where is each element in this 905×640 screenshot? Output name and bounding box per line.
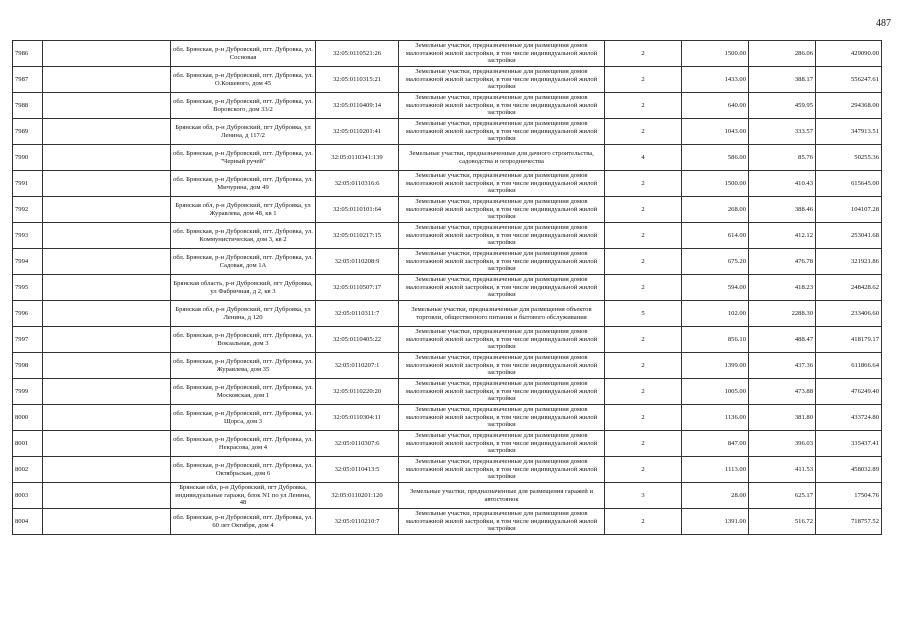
area-cell: 1399.00 bbox=[682, 353, 749, 379]
area-cell: 28.00 bbox=[682, 483, 749, 509]
cadastral-number-cell: 32:05:0110311:7 bbox=[316, 301, 399, 327]
blank-cell bbox=[43, 275, 171, 301]
use-group-cell: 4 bbox=[605, 145, 682, 171]
cadastral-value-cell: 611866.64 bbox=[816, 353, 882, 379]
address-cell: обл. Брянская, р-н Дубровский, пгт. Дубровка, ул. Воровского, дом 33/2 bbox=[171, 93, 316, 119]
table-body bbox=[13, 41, 882, 535]
specific-value-cell: 488.47 bbox=[749, 327, 816, 353]
land-use-cell: Земельные участки, предназначенные для размещения домов малоэтажной жилой застройки, в том числе индивидуальной жилой застройки bbox=[399, 405, 605, 431]
table-row bbox=[13, 171, 882, 197]
area-cell: 1043.00 bbox=[682, 119, 749, 145]
cadastral-number-cell: 32:05:0110315:21 bbox=[316, 67, 399, 93]
specific-value-cell: 625.17 bbox=[749, 483, 816, 509]
specific-value-cell: 388.46 bbox=[749, 197, 816, 223]
blank-cell bbox=[43, 145, 171, 171]
table-row bbox=[13, 457, 882, 483]
blank-cell bbox=[43, 353, 171, 379]
specific-value-cell: 437.36 bbox=[749, 353, 816, 379]
table-row bbox=[13, 301, 882, 327]
address-cell: Брянская обл, р-н Дубровский, пгт Дубровка, ул Ленина, д 117/2 bbox=[171, 119, 316, 145]
row-number-cell: 7989 bbox=[13, 119, 43, 145]
row-number-cell: 8002 bbox=[13, 457, 43, 483]
blank-cell bbox=[43, 301, 171, 327]
area-cell: 1433.00 bbox=[682, 67, 749, 93]
land-use-cell: Земельные участки, предназначенные для размещения домов малоэтажной жилой застройки, в том числе индивидуальной жилой застройки bbox=[399, 249, 605, 275]
address-cell: обл. Брянская, р-н Дубровский, пгт. Дубровка, ул. Московская, дом 1 bbox=[171, 379, 316, 405]
cadastral-value-cell: 248428.62 bbox=[816, 275, 882, 301]
area-cell: 856.10 bbox=[682, 327, 749, 353]
row-number-cell: 7999 bbox=[13, 379, 43, 405]
specific-value-cell: 85.76 bbox=[749, 145, 816, 171]
cadastral-value-cell: 556247.61 bbox=[816, 67, 882, 93]
address-cell: Брянская область, р-н Дубровский, пгт Дубровка, ул Фабричная, д 2, кв 3 bbox=[171, 275, 316, 301]
row-number-cell: 7992 bbox=[13, 197, 43, 223]
blank-cell bbox=[43, 457, 171, 483]
specific-value-cell: 286.06 bbox=[749, 41, 816, 67]
cadastral-value-cell: 476249.40 bbox=[816, 379, 882, 405]
address-cell: обл. Брянская, р-н Дубровский, пгт. Дубровка, ул. Сосновая bbox=[171, 41, 316, 67]
area-cell: 640.00 bbox=[682, 93, 749, 119]
address-cell: Брянская обл, р-н Дубровский, пгт Дубровка, ул Журавлева, дом 48, кв 1 bbox=[171, 197, 316, 223]
row-number-cell: 7987 bbox=[13, 67, 43, 93]
use-group-cell: 2 bbox=[605, 197, 682, 223]
specific-value-cell: 396.03 bbox=[749, 431, 816, 457]
area-cell: 268.00 bbox=[682, 197, 749, 223]
table-row bbox=[13, 223, 882, 249]
area-cell: 847.00 bbox=[682, 431, 749, 457]
cadastral-value-cell: 233406.60 bbox=[816, 301, 882, 327]
specific-value-cell: 411.53 bbox=[749, 457, 816, 483]
cadastral-number-cell: 32:05:0110413:5 bbox=[316, 457, 399, 483]
area-cell: 1136.00 bbox=[682, 405, 749, 431]
table-row bbox=[13, 145, 882, 171]
blank-cell bbox=[43, 327, 171, 353]
cadastral-value-cell: 347913.51 bbox=[816, 119, 882, 145]
cadastral-value-cell: 335437.41 bbox=[816, 431, 882, 457]
specific-value-cell: 476.78 bbox=[749, 249, 816, 275]
cadastral-value-cell: 104107.28 bbox=[816, 197, 882, 223]
table-row bbox=[13, 197, 882, 223]
blank-cell bbox=[43, 171, 171, 197]
cadastral-value-cell: 429090.00 bbox=[816, 41, 882, 67]
land-use-cell: Земельные участки, предназначенные для размещения домов малоэтажной жилой застройки, в том числе индивидуальной жилой застройки bbox=[399, 431, 605, 457]
row-number-cell: 7998 bbox=[13, 353, 43, 379]
use-group-cell: 2 bbox=[605, 353, 682, 379]
table-row bbox=[13, 379, 882, 405]
cadastral-number-cell: 32:05:0110521:26 bbox=[316, 41, 399, 67]
blank-cell bbox=[43, 119, 171, 145]
specific-value-cell: 412.12 bbox=[749, 223, 816, 249]
land-use-cell: Земельные участки, предназначенные для размещения домов малоэтажной жилой застройки, в том числе индивидуальной жилой застройки bbox=[399, 93, 605, 119]
cadastral-number-cell: 32:05:0110409:14 bbox=[316, 93, 399, 119]
cadastral-number-cell: 32:05:0110507:17 bbox=[316, 275, 399, 301]
cadastral-number-cell: 32:05:0110201:120 bbox=[316, 483, 399, 509]
blank-cell bbox=[43, 509, 171, 535]
blank-cell bbox=[43, 93, 171, 119]
land-use-cell: Земельные участки, предназначенные для дачного строительства, садоводства и огородничества bbox=[399, 145, 605, 171]
row-number-cell: 8003 bbox=[13, 483, 43, 509]
cadastral-number-cell: 32:05:0110341:139 bbox=[316, 145, 399, 171]
area-cell: 586.00 bbox=[682, 145, 749, 171]
cadastral-number-cell: 32:05:0110316:6 bbox=[316, 171, 399, 197]
table-row bbox=[13, 405, 882, 431]
cadastral-value-cell: 458032.89 bbox=[816, 457, 882, 483]
specific-value-cell: 418.23 bbox=[749, 275, 816, 301]
area-cell: 594.00 bbox=[682, 275, 749, 301]
blank-cell bbox=[43, 223, 171, 249]
use-group-cell: 2 bbox=[605, 327, 682, 353]
specific-value-cell: 516.72 bbox=[749, 509, 816, 535]
area-cell: 1500.00 bbox=[682, 41, 749, 67]
use-group-cell: 2 bbox=[605, 431, 682, 457]
area-cell: 675.20 bbox=[682, 249, 749, 275]
specific-value-cell: 2288.30 bbox=[749, 301, 816, 327]
land-use-cell: Земельные участки, предназначенные для размещения домов малоэтажной жилой застройки, в том числе индивидуальной жилой застройки bbox=[399, 457, 605, 483]
land-use-cell: Земельные участки, предназначенные для размещения домов малоэтажной жилой застройки, в том числе индивидуальной жилой застройки bbox=[399, 171, 605, 197]
specific-value-cell: 388.17 bbox=[749, 67, 816, 93]
cadastral-value-cell: 321921.86 bbox=[816, 249, 882, 275]
address-cell: обл. Брянская, р-н Дубровский, пгт. Дубровка, ул. Вокзальная, дом 3 bbox=[171, 327, 316, 353]
table-row bbox=[13, 353, 882, 379]
land-use-cell: Земельные участки, предназначенные для размещения домов малоэтажной жилой застройки, в том числе индивидуальной жилой застройки bbox=[399, 197, 605, 223]
specific-value-cell: 473.88 bbox=[749, 379, 816, 405]
cadastral-value-cell: 294368.00 bbox=[816, 93, 882, 119]
row-number-cell: 7991 bbox=[13, 171, 43, 197]
area-cell: 1005.00 bbox=[682, 379, 749, 405]
address-cell: обл. Брянская, р-н Дубровский, пгт. Дубровка, ул. Щорса, дом 3 bbox=[171, 405, 316, 431]
specific-value-cell: 459.95 bbox=[749, 93, 816, 119]
use-group-cell: 2 bbox=[605, 509, 682, 535]
use-group-cell: 2 bbox=[605, 457, 682, 483]
table-row bbox=[13, 67, 882, 93]
cadastral-number-cell: 32:05:0110217:15 bbox=[316, 223, 399, 249]
blank-cell bbox=[43, 405, 171, 431]
area-cell: 614.00 bbox=[682, 223, 749, 249]
row-number-cell: 8004 bbox=[13, 509, 43, 535]
land-use-cell: Земельные участки, предназначенные для размещения домов малоэтажной жилой застройки, в том числе индивидуальной жилой застройки bbox=[399, 509, 605, 535]
page-number: 487 bbox=[876, 18, 891, 29]
land-use-cell: Земельные участки, предназначенные для размещения домов малоэтажной жилой застройки, в том числе индивидуальной жилой застройки bbox=[399, 67, 605, 93]
address-cell: обл. Брянская, р-н Дубровский, пгт. Дубровка, ул. 60 лет Октября, дом 4 bbox=[171, 509, 316, 535]
table-row bbox=[13, 119, 882, 145]
cadastral-number-cell: 32:05:0110220:20 bbox=[316, 379, 399, 405]
land-use-cell: Земельные участки, предназначенные для размещения объектов торговли, общественного питания и бытового обслуживания bbox=[399, 301, 605, 327]
table-row bbox=[13, 327, 882, 353]
address-cell: обл. Брянская, р-н Дубровский, пгт. Дубровка, ул. Садовая, дом 1А bbox=[171, 249, 316, 275]
area-cell: 1391.00 bbox=[682, 509, 749, 535]
table-row bbox=[13, 483, 882, 509]
table-row bbox=[13, 431, 882, 457]
land-use-cell: Земельные участки, предназначенные для размещения домов малоэтажной жилой застройки, в том числе индивидуальной жилой застройки bbox=[399, 275, 605, 301]
cadastral-value-cell: 615645.00 bbox=[816, 171, 882, 197]
table-row bbox=[13, 41, 882, 67]
address-cell: обл. Брянская, р-н Дубровский, пгт. Дубровка, ул. "Черный ручей" bbox=[171, 145, 316, 171]
cadastral-value-cell: 17504.76 bbox=[816, 483, 882, 509]
row-number-cell: 7997 bbox=[13, 327, 43, 353]
cadastral-number-cell: 32:05:0110207:1 bbox=[316, 353, 399, 379]
cadastral-number-cell: 32:05:0110307:6 bbox=[316, 431, 399, 457]
address-cell: Брянская обл, р-н Дубровский, пгт Дубровка, ул Ленина, д 120 bbox=[171, 301, 316, 327]
use-group-cell: 2 bbox=[605, 275, 682, 301]
land-use-cell: Земельные участки, предназначенные для размещения домов малоэтажной жилой застройки, в том числе индивидуальной жилой застройки bbox=[399, 353, 605, 379]
use-group-cell: 2 bbox=[605, 41, 682, 67]
land-use-cell: Земельные участки, предназначенные для размещения домов малоэтажной жилой застройки, в том числе индивидуальной жилой застройки bbox=[399, 327, 605, 353]
use-group-cell: 2 bbox=[605, 405, 682, 431]
row-number-cell: 7986 bbox=[13, 41, 43, 67]
cadastral-value-cell: 253041.68 bbox=[816, 223, 882, 249]
address-cell: обл. Брянская, р-н Дубровский, пгт. Дубровка, ул. О.Кошевого, дом 45 bbox=[171, 67, 316, 93]
area-cell: 102.00 bbox=[682, 301, 749, 327]
row-number-cell: 7988 bbox=[13, 93, 43, 119]
cadastral-number-cell: 32:05:0110210:7 bbox=[316, 509, 399, 535]
use-group-cell: 3 bbox=[605, 483, 682, 509]
land-use-cell: Земельные участки, предназначенные для размещения домов малоэтажной жилой застройки, в том числе индивидуальной жилой застройки bbox=[399, 223, 605, 249]
blank-cell bbox=[43, 431, 171, 457]
row-number-cell: 7993 bbox=[13, 223, 43, 249]
cadastral-value-table bbox=[12, 40, 882, 535]
row-number-cell: 7990 bbox=[13, 145, 43, 171]
use-group-cell: 2 bbox=[605, 119, 682, 145]
blank-cell bbox=[43, 197, 171, 223]
area-cell: 1113.00 bbox=[682, 457, 749, 483]
cadastral-number-cell: 32:05:0110208:9 bbox=[316, 249, 399, 275]
cadastral-number-cell: 32:05:0110405:22 bbox=[316, 327, 399, 353]
blank-cell bbox=[43, 483, 171, 509]
row-number-cell: 7994 bbox=[13, 249, 43, 275]
specific-value-cell: 410.43 bbox=[749, 171, 816, 197]
blank-cell bbox=[43, 67, 171, 93]
use-group-cell: 2 bbox=[605, 67, 682, 93]
land-use-cell: Земельные участки, предназначенные для размещения гаражей и автостоянок bbox=[399, 483, 605, 509]
address-cell: обл. Брянская, р-н Дубровский, пгт. Дубровка, ул. Коммунистическая, дом 3, кв 2 bbox=[171, 223, 316, 249]
table-row bbox=[13, 275, 882, 301]
use-group-cell: 2 bbox=[605, 171, 682, 197]
address-cell: обл. Брянская, р-н Дубровский, пгт. Дубровка, ул. Журавлева, дом 35 bbox=[171, 353, 316, 379]
row-number-cell: 7995 bbox=[13, 275, 43, 301]
use-group-cell: 2 bbox=[605, 249, 682, 275]
address-cell: Брянская обл, р-н Дубровский, пгт Дубровка, индивидуальные гаражи, блок N1 по ул Ленина, 48 bbox=[171, 483, 316, 509]
row-number-cell: 8000 bbox=[13, 405, 43, 431]
cadastral-number-cell: 32:05:0110101:64 bbox=[316, 197, 399, 223]
row-number-cell: 7996 bbox=[13, 301, 43, 327]
cadastral-value-cell: 718757.52 bbox=[816, 509, 882, 535]
use-group-cell: 2 bbox=[605, 379, 682, 405]
address-cell: обл. Брянская, р-н Дубровский, пгт. Дубровка, ул. Некрасова, дом 4 bbox=[171, 431, 316, 457]
cadastral-number-cell: 32:05:0110304:11 bbox=[316, 405, 399, 431]
land-use-cell: Земельные участки, предназначенные для размещения домов малоэтажной жилой застройки, в том числе индивидуальной жилой застройки bbox=[399, 379, 605, 405]
table-row bbox=[13, 249, 882, 275]
address-cell: обл. Брянская, р-н Дубровский, пгт. Дубровка, ул. Мичурина, дом 49 bbox=[171, 171, 316, 197]
use-group-cell: 2 bbox=[605, 93, 682, 119]
use-group-cell: 5 bbox=[605, 301, 682, 327]
blank-cell bbox=[43, 379, 171, 405]
land-use-cell: Земельные участки, предназначенные для размещения домов малоэтажной жилой застройки, в том числе индивидуальной жилой застройки bbox=[399, 41, 605, 67]
specific-value-cell: 381.80 bbox=[749, 405, 816, 431]
cadastral-value-cell: 433724.80 bbox=[816, 405, 882, 431]
row-number-cell: 8001 bbox=[13, 431, 43, 457]
specific-value-cell: 333.57 bbox=[749, 119, 816, 145]
cadastral-value-cell: 418179.17 bbox=[816, 327, 882, 353]
area-cell: 1500.00 bbox=[682, 171, 749, 197]
land-use-cell: Земельные участки, предназначенные для размещения домов малоэтажной жилой застройки, в том числе индивидуальной жилой застройки bbox=[399, 119, 605, 145]
blank-cell bbox=[43, 249, 171, 275]
address-cell: обл. Брянская, р-н Дубровский, пгт. Дубровка, ул. Октябрьская, дом 6 bbox=[171, 457, 316, 483]
table-row bbox=[13, 509, 882, 535]
use-group-cell: 2 bbox=[605, 223, 682, 249]
cadastral-value-cell: 50255.36 bbox=[816, 145, 882, 171]
cadastral-number-cell: 32:05:0110201:41 bbox=[316, 119, 399, 145]
table-row bbox=[13, 93, 882, 119]
blank-cell bbox=[43, 41, 171, 67]
